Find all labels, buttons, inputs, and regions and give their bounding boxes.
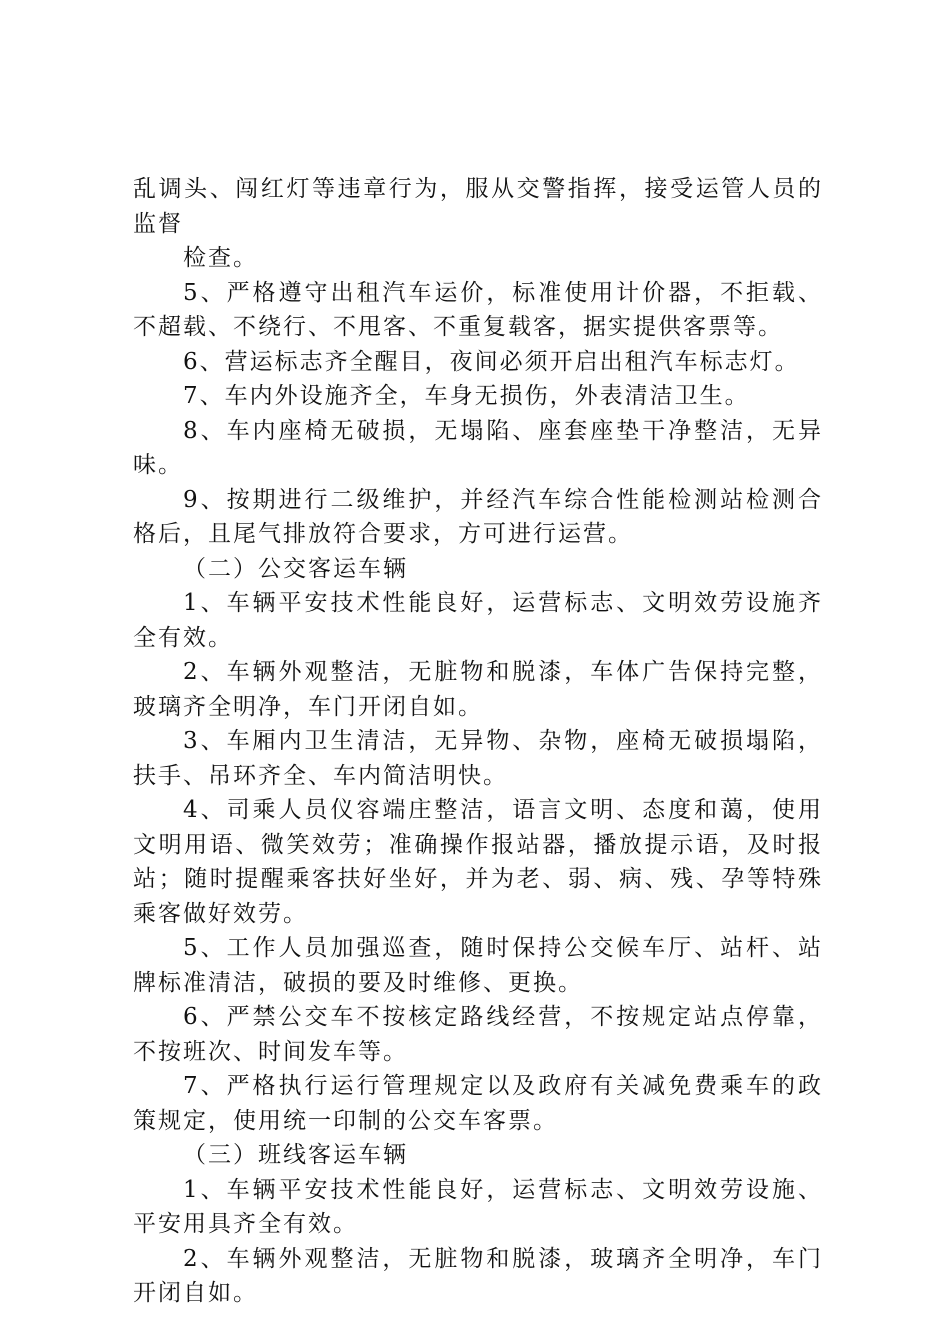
bus-item-3: 3、车厢内卫生清洁，无异物、杂物，座椅无破损塌陷，扶手、吊环齐全、车内简洁明快。 [133,728,823,789]
taxi-item-8: 8、车内座椅无破损，无塌陷、座套座垫干净整洁，无异味。 [133,417,823,478]
paragraph-continuation-end: 检查。 [183,245,258,271]
paragraph-continuation: 乱调头、闯红灯等违章行为，服从交警指挥，接受运管人员的监督 [133,176,823,237]
bus-item-4: 4、司乘人员仪容端庄整洁，语言文明、态度和蔼，使用文明用语、微笑效劳；准确操作报站器，播放提示语，及时报站；随时提醒乘客扶好坐好，并为老、弱、病、残、孕等特殊乘客做好效劳。 [133,797,823,927]
bus-item-7: 7、严格执行运行管理规定以及政府有关减免费乘车的政策规定，使用统一印制的公交车客票。 [133,1073,823,1134]
taxi-item-5: 5、严格遵守出租汽车运价，标准使用计价器，不拒载、不超载、不绕行、不甩客、不重复载客，据实提供客票等。 [133,279,823,340]
taxi-item-6: 6、营运标志齐全醒目，夜间必须开启出租汽车标志灯。 [183,348,800,375]
section-heading-coach: （三）班线客运车辆 [183,1142,408,1168]
document-body [133,172,823,1311]
section-heading-bus: （二）公交客运车辆 [183,555,408,582]
coach-item-1: 1、车辆平安技术性能良好，运营标志、文明效劳设施、平安用具齐全有效。 [133,1176,823,1237]
bus-item-6: 6、严禁公交车不按核定路线经营，不按规定站点停靠，不按班次、时间发车等。 [133,1004,823,1065]
bus-item-2: 2、车辆外观整洁，无脏物和脱漆，车体广告保持完整，玻璃齐全明净，车门开闭自如。 [133,659,823,720]
taxi-item-9: 9、按期进行二级维护，并经汽车综合性能检测站检测合格后，且尾气排放符合要求，方可进行运营。 [133,486,823,547]
taxi-item-7: 7、车内外设施齐全，车身无损伤，外表清洁卫生。 [183,383,750,409]
coach-item-2: 2、车辆外观整洁，无脏物和脱漆，玻璃齐全明净，车门开闭自如。 [133,1245,823,1306]
bus-item-1: 1、车辆平安技术性能良好，运营标志、文明效劳设施齐全有效。 [133,590,823,651]
bus-item-5: 5、工作人员加强巡查，随时保持公交候车厅、站杆、站牌标准清洁，破损的要及时维修、更换。 [133,935,823,996]
